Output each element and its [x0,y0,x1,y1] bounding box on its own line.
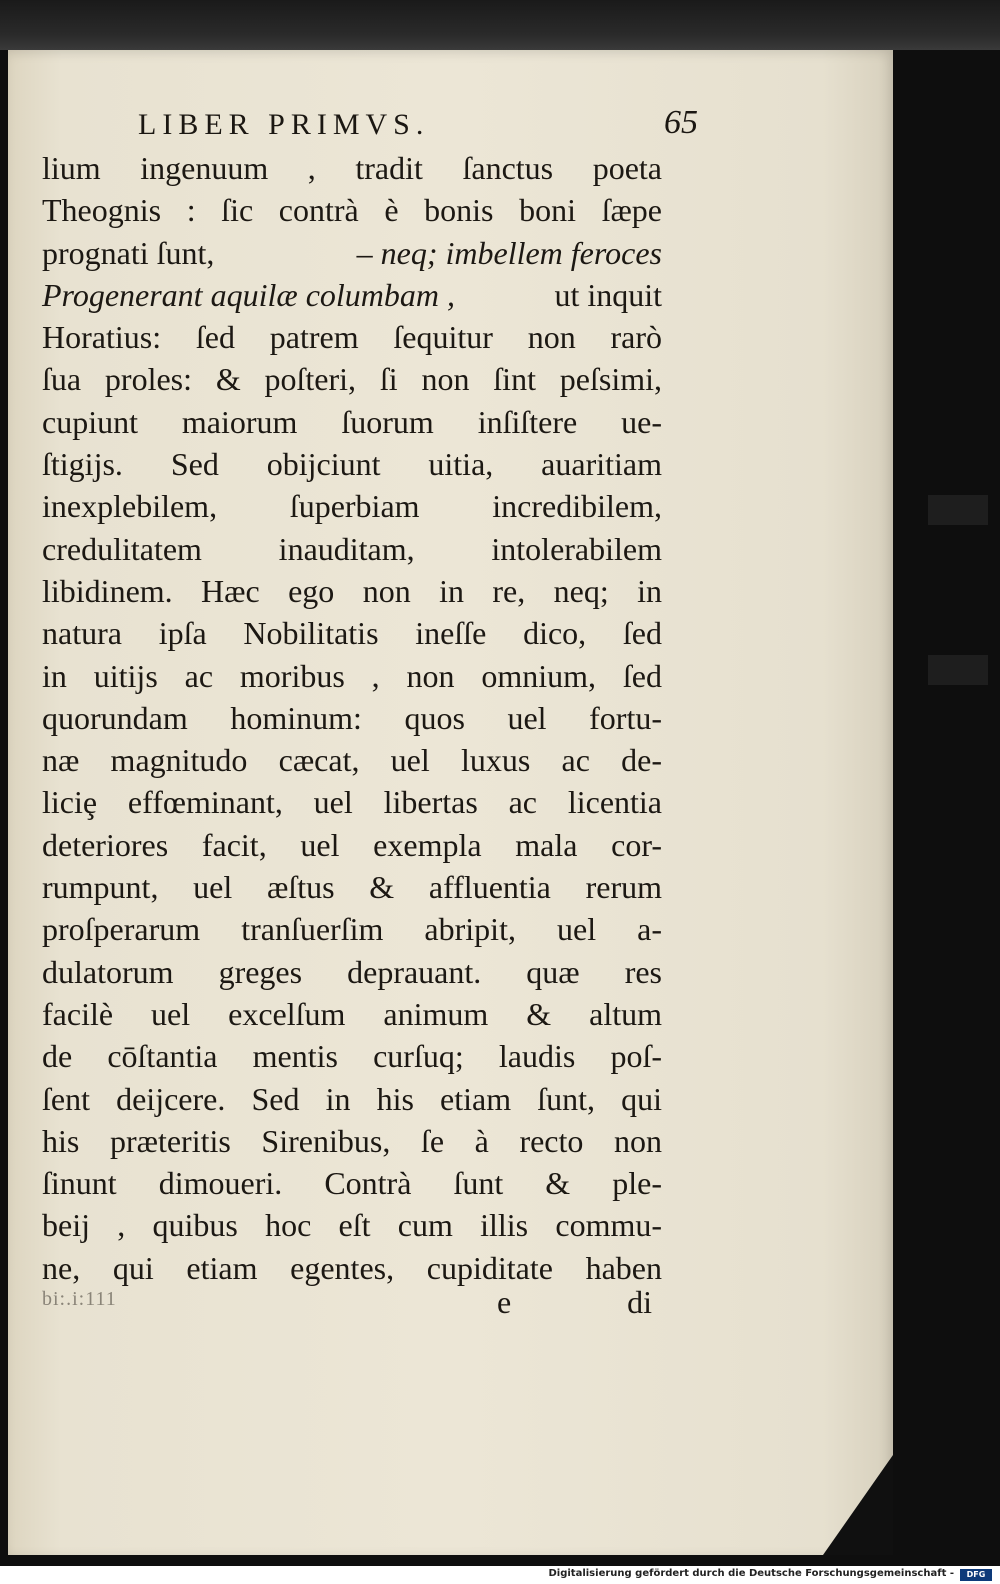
page-footer-line [42,1284,662,1326]
text-line [42,232,662,274]
text-line: lium ingenuum , tradit ſanctus poeta [42,150,662,186]
book-edge-mark [928,495,988,525]
text-line: proſperarum tranſuerſim abripit, uel a- [42,911,662,948]
text-line: Theognis : ſic contrà è bonis boni ſæpe [42,192,662,229]
text-line: de cōſtantia mentis curſuq; laudis poſ- [42,1038,662,1075]
text-line: beij , quibus hoc eſt cum illis commu- [42,1207,662,1244]
page-header [138,104,698,148]
running-head: LIBER PRIMVS. [138,108,430,141]
text-line: natura ipſa Nobilitatis ineſſe dico, ſed [42,615,662,652]
text-line: rumpunt, uel æſtus & affluentia rerum [42,869,662,906]
text-line: ſinunt dimoueri. Contrà ſunt & ple- [42,1165,662,1202]
page-corner-fold [823,1455,893,1555]
text-line-part: ut inquit [554,276,662,313]
text-line: dulatorum greges deprauant. quæ res [42,953,662,990]
text-line: in uitijs ac moribus , non omnium, ſed [42,657,662,694]
text-line: ne, qui etiam egentes, cupiditate haben [42,1249,662,1286]
text-line: his præteritis Sirenibus, ſe à recto non [42,1122,662,1159]
text-line [42,274,662,316]
text-line: deteriores facit, uel exempla mala cor- [42,826,662,863]
text-line-part: – neq; imbellem feroces [356,234,662,271]
page-number: 65 [664,104,698,141]
text-line: ſent deijcere. Sed in his etiam ſunt, qui [42,1080,662,1117]
text-line: credulitatem inauditam, intolerabilem [42,530,662,567]
dfg-logo: DFG [960,1569,992,1581]
text-line: liciȩ effœminant, uel libertas ac licentia [42,784,662,821]
text-line: inexplebilem, ſuperbiam incredibilem, [42,488,662,525]
signature-mark: e [497,1284,512,1320]
catchword: di [627,1284,652,1320]
book-edge-mark [928,655,988,685]
text-line: ſua proles: & poſteri, ſi non ſint peſsimi, [42,361,662,398]
text-line: quorundam hominum: quos uel fortu- [42,699,662,736]
text-line: næ magnitudo cæcat, uel luxus ac de- [42,742,662,779]
bleed-through-text: bi:.i:111 [42,1288,117,1310]
funding-credit: Digitalisierung gefördert durch die Deutsche Forschungsgemeinschaft - [548,1568,954,1579]
text-block [42,147,662,1289]
text-line: cupiunt maiorum ſuorum inſiſtere ue- [42,403,662,440]
digitization-footer [0,1566,1000,1584]
book-top-edge [0,0,1000,50]
text-line-part: Progenerant aquilæ columbam , [42,276,455,313]
text-line: facilè uel excelſum animum & altum [42,995,662,1032]
text-line-part: prognati ſunt, [42,234,215,271]
text-line: Horatius: ſed patrem ſequitur non rarò [42,319,662,356]
text-line: libidinem. Hæc ego non in re, neq; in [42,572,662,609]
text-line: ſtigijs. Sed obijciunt uitia, auaritiam [42,446,662,483]
